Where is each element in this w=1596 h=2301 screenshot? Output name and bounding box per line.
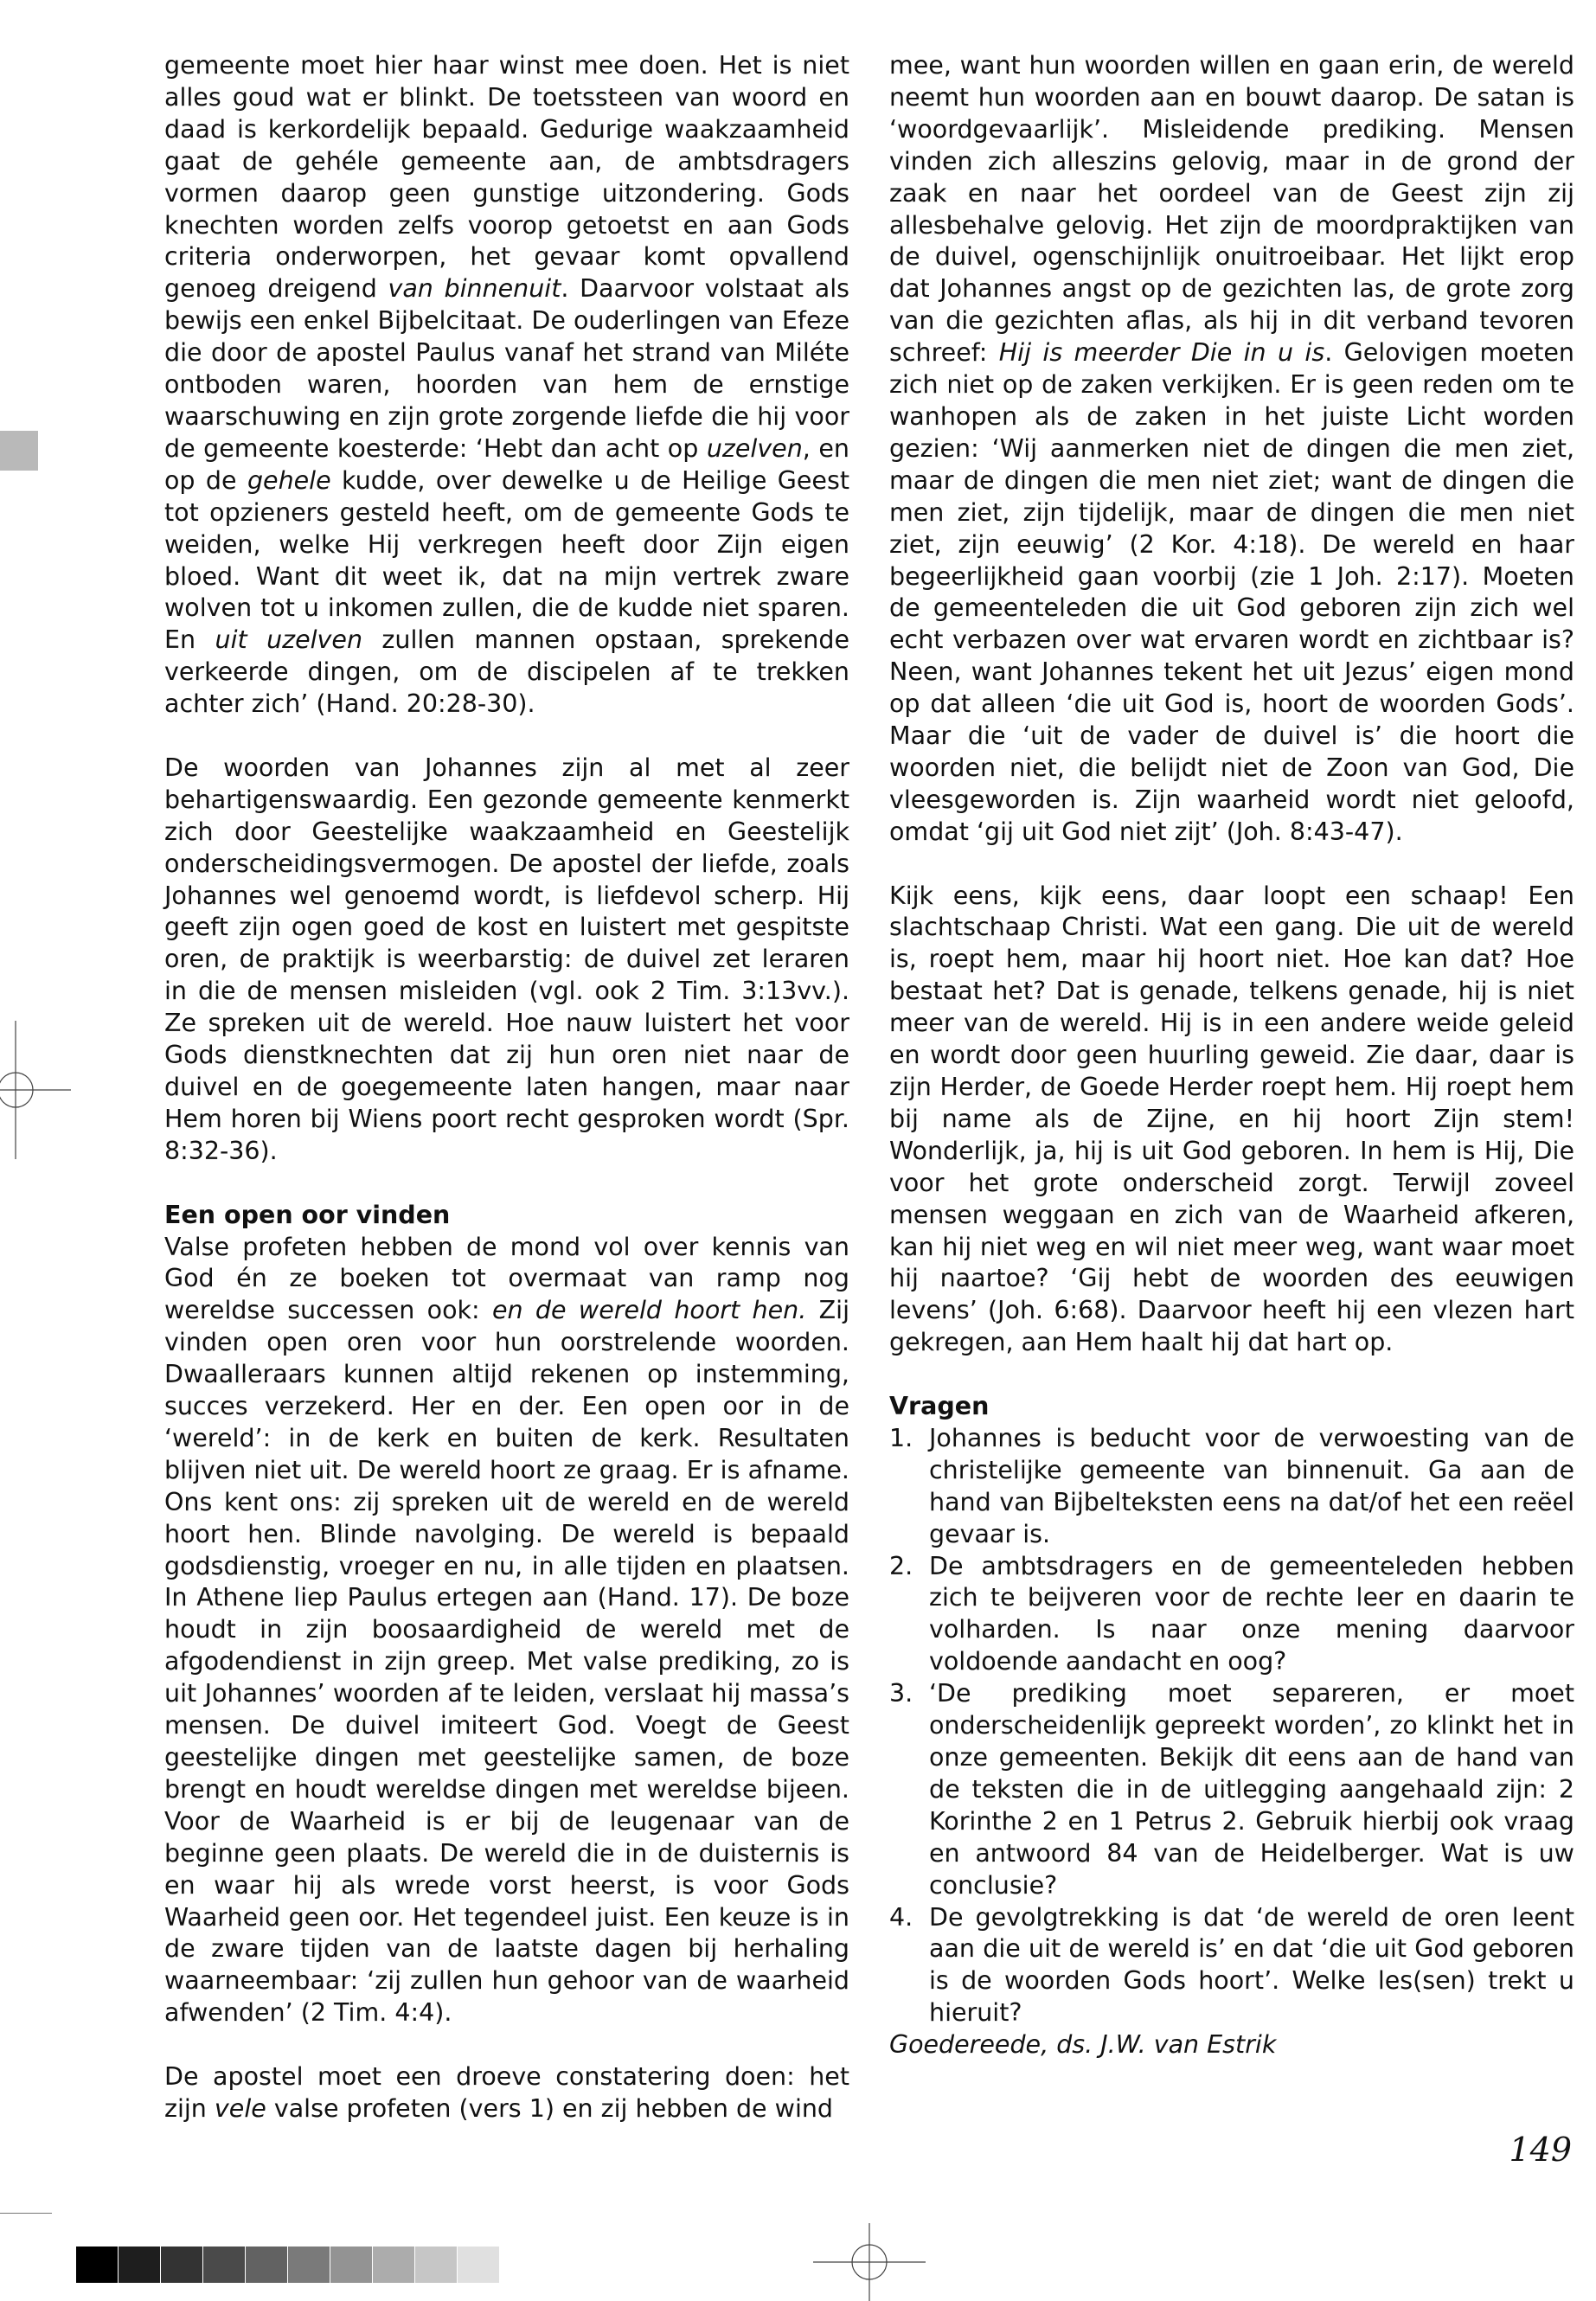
paragraph: Valse profeten hebben de mond vol over kennis van God én ze boeken tot overmaat van ramp nog wereldse successen ook: en de wereld hoort hen. Zij vinden open oren voor hun oorstrelende woorden. Dwaalleraars kunnen altijd rekenen op instemming, succes verzekerd. Her en der. Een open oor in de ‘wereld’: in de kerk en buiten de kerk. Resultaten blijven niet uit. De wereld hoort ze graag. Er is afname. Ons kent ons: zij spreken uit de wereld en de wereld hoort hen. Blinde navolging. De wereld is bepaald godsdienstig, vroeger en nu, in alle tijden en plaatsen. In Athene liep Paulus ertegen aan (Hand. 17). De boze houdt in zijn boosaardigheid de wereld met de afgodendienst in zijn greep. Met valse prediking, zo is uit Johannes’ woorden af te leiden, verslaat hij massa’s mensen. De duivel imiteert God. Voegt de Geest geestelijke dingen met geestelijke samen, de boze brengt en houdt wereldse dingen met wereldse bijeen. Voor de Waarheid is er bij de leugenaar van de beginne geen plaats. De wereld die in de duisternis is en waar hij als wrede vorst heerst, is voor Gods Waarheid geen oor. Het tegendeel juist. Een keuze is in de zware tijden van de laatste dagen bij herhaling waarneembaar: ‘zij zullen hun gehoor van de waarheid afwenden’ (2 Tim. 4:4). — [164, 1232, 849, 2028]
color-swatch — [330, 2247, 372, 2283]
paragraph: De woorden van Johannes zijn al met al zeer behartigenswaardig. Een gezonde gemeente kenmerkt zich door Geestelijke waakzaamheid en Geestelijk onderscheidingsvermogen. De apostel der liefde, zoals Johannes wel genoemd wordt, is liefdevol scherp. Hij geeft zijn ogen goed de kost en luistert met gespitste oren, de praktijk is weerbarstig: de duivel zet leraren in die de mensen misleiden (vgl. ook 2 Tim. 3:13vv.). Ze spreken uit de wereld. Hoe nauw luistert het voor Gods dienstknechten dat zij hun oren niet naar de duivel en de goegemeente laten hangen, maar naar Hem horen bij Wiens poort recht gesproken wordt (Spr. 8:32-36). — [164, 753, 849, 1165]
crop-line — [0, 2213, 52, 2214]
color-swatch — [458, 2247, 499, 2283]
margin-tab — [0, 431, 38, 471]
question-item: 2. De ambtsdragers en de gemeenteleden hebben zich te beijveren voor de rechte leer en daarin te volharden. Is naar onze mening daarvoor voldoende aandacht en oog? — [889, 1551, 1574, 1676]
page-number: 149 — [1509, 2131, 1572, 2169]
color-swatch — [373, 2247, 414, 2283]
registration-mark-left — [0, 1021, 71, 1159]
color-swatch — [119, 2247, 160, 2283]
grayscale-color-bar — [76, 2247, 500, 2283]
question-item: 1. Johannes is beducht voor de verwoesting van de christelijke gemeente van binnenuit. Ga aan de hand van Bijbelteksten eens na dat/of het een reëel gevaar is. — [889, 1423, 1574, 1548]
color-swatch — [288, 2247, 330, 2283]
color-swatch — [161, 2247, 202, 2283]
paragraph: gemeente moet hier haar winst mee doen. Het is niet alles goud wat er blinkt. De toetssteen van woord en daad is kerkordelijk bepaald. Gedurige waakzaamheid gaat de gehéle gemeente aan, de ambtsdragers vormen daarop geen gunstige uitzondering. Gods knechten worden zelfs voorop getoetst en aan Gods criteria onderworpen, het gevaar komt opvallend genoeg dreigend van binnenuit. Daarvoor volstaat als bewijs een enkel Bijbelcitaat. De ouderlingen van Efeze die door de apostel Paulus vanaf het strand van Miléte ontboden waren, hoorden van hem de ernstige waarschuwing en zijn grote zorgende liefde die hij voor de gemeente koesterde: ‘Hebt dan acht op uzelven, en op de gehele kudde, over dewelke u de Heilige Geest tot opzieners gesteld heeft, om de gemeente Gods te weiden, welke Hij verkregen heeft door Zijn eigen bloed. Want dit weet ik, dat na mijn vertrek zware wolven tot u inkomen zullen, die de kudde niet sparen. En uit uzelven zullen mannen opstaan, sprekende verkeerde dingen, om de discipelen af te trekken achter zich’ (Hand. 20:28-30). — [164, 51, 849, 719]
paragraph: mee, want hun woorden willen en gaan erin, de wereld neemt hun woorden aan en bouwt daarop. De satan is ‘woordgevaarlijk’. Misleidende prediking. Mensen vinden zich alleszins gelovig, maar in de grond der zaak en naar het oordeel van de Geest zijn zij allesbehalve gelovig. Het zijn de moordpraktijken van de duivel, ogenschijnlijk onuitroeibaar. Het lijkt erop dat Johannes angst op de gezichten las, de grote zorg van die gezichten aflas, als hij in dit verband tevoren schreef: Hij is meerder Die in u is. Gelovigen moeten zich niet op de zaken verkijken. Er is geen reden om te wanhopen als de zaken in het juiste Licht worden gezien: ‘Wij aanmerken niet de dingen die men ziet, maar de dingen die men niet ziet; want de dingen die men ziet, zijn tijdelijk, maar de dingen die men niet ziet, zijn eeuwig’ (2 Kor. 4:18). De wereld en haar begeerlijkheid gaan voorbij (zie 1 Joh. 2:17). Moeten de gemeenteleden die uit God geboren zijn zich wel echt verbazen over wat ervaren wordt en zichtbaar is? Neen, want Johannes tekent het uit Jezus’ eigen mond op dat alleen ‘die uit God is, hoort de woorden Gods’. Maar die ‘uit de vader de duivel is’ die hoort die woorden niet, die belijdt niet de Zoon van God, Die vleesgeworden is. Zijn waarheid wordt niet geloofd, omdat ‘gij uit God niet zijt’ (Joh. 8:43-47). — [889, 51, 1574, 846]
section-heading: Een open oor vinden — [164, 1200, 451, 1229]
paragraph: De apostel moet een droeve constatering doen: het zijn vele valse profeten (vers 1) en zij hebben de wind — [164, 2062, 849, 2123]
question-item: 3. ‘De prediking moet separeren, er moet onderscheidenlijk gepreekt worden’, zo klinkt het in onze gemeenten. Bekijk dit eens aan de hand van de teksten die in de uitlegging aangehaald zijn: 2 Korinthe 2 en 1 Petrus 2. Gebruik hierbij ook vraag en antwoord 84 van de Heidelberger. Wat is uw conclusie? — [889, 1679, 1574, 1900]
registration-mark-bottom — [813, 2223, 926, 2301]
paragraph: Kijk eens, kijk eens, daar loopt een schaap! Een slachtschaap Christi. Wat een gang. Die uit de wereld is, roept hem, maar hij hoort niet. Hoe kan dat? Hoe bestaat het? Dat is genade, telkens genade, hij is niet meer van de wereld. Hij is in een andere weide geleid en wordt door geen huurling geweid. Zie daar, daar is zijn Herder, de Goede Herder roept hem. Hij roept hem bij name als de Zijne, en hij hoort Zijn stem! Wonderlijk, ja, hij is uit God geboren. In hem is Hij, Die voor het grote onderscheid zorgt. Terwijl zoveel mensen weggaan en zich van de Waarheid afkeren, kan hij niet weg en wil niet meer weg, want waar moet hij naartoe? ‘Gij hebt de woorden des eeuwigen levens’ (Joh. 6:68). Daarvoor heeft hij een vlezen hart gekregen, aan Hem haalt hij dat hart op. — [889, 881, 1574, 1357]
author-signature: Goedereede, ds. J.W. van Estrik — [889, 2030, 1277, 2060]
questions-heading: Vragen — [889, 1392, 990, 1421]
right-column — [889, 50, 1574, 2061]
questions-list — [889, 1423, 1574, 2029]
left-column — [164, 50, 849, 2125]
question-item: 4. De gevolgtrekking is dat ‘de wereld de oren leent aan die uit de wereld is’ en dat ‘die uit God geboren is de woorden Gods hoort’. Welke les(sen) trekt u hieruit? — [889, 1902, 1574, 2028]
color-swatch — [76, 2247, 118, 2283]
color-swatch — [415, 2247, 457, 2283]
color-swatch — [203, 2247, 245, 2283]
color-swatch — [246, 2247, 287, 2283]
